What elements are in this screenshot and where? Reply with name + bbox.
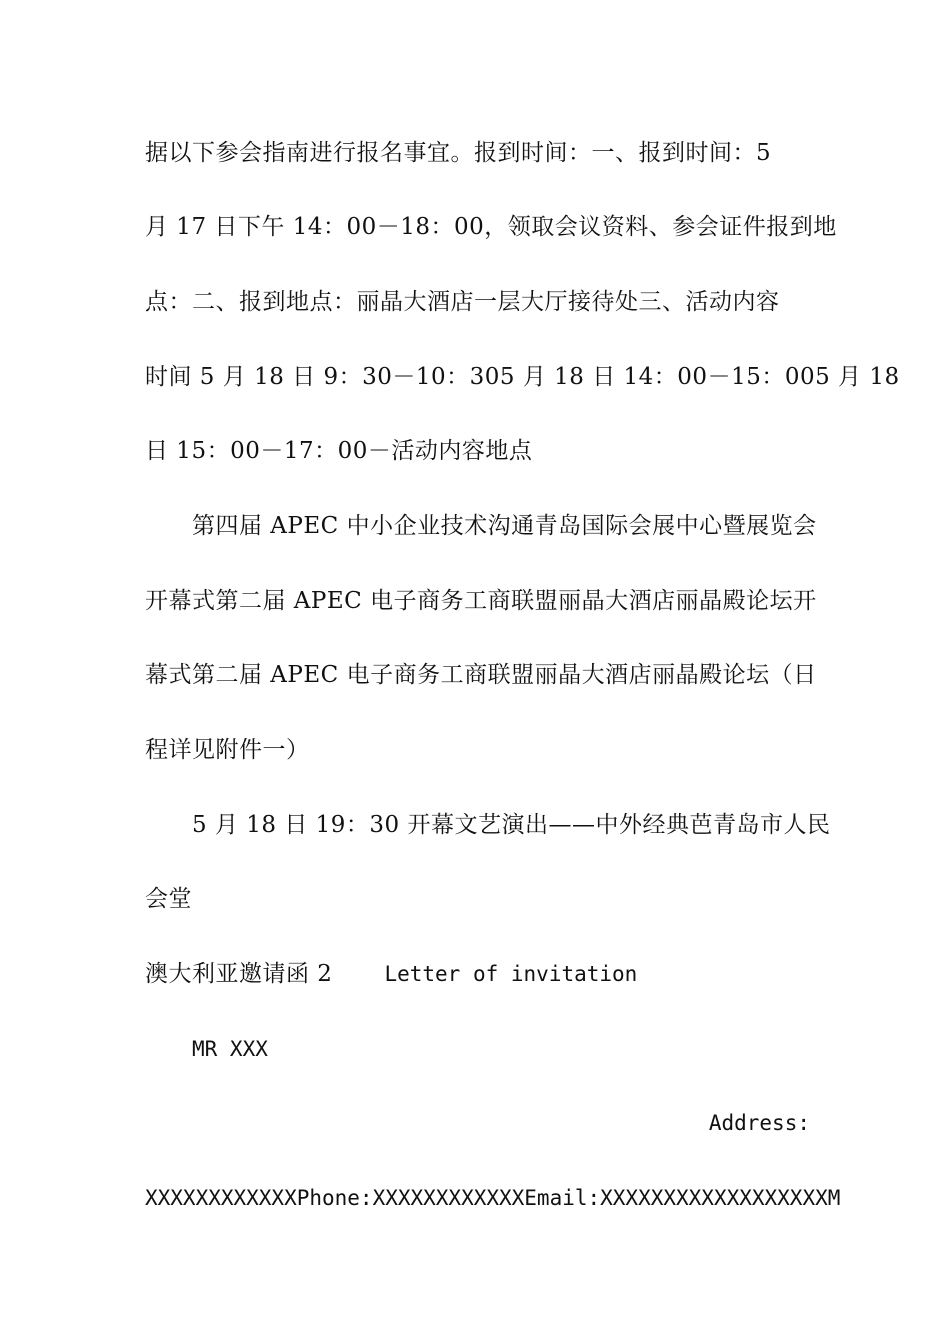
body-line-9: 程详见附件一） — [145, 737, 310, 763]
contact-line: XXXXXXXXXXXXPhone:XXXXXXXXXXXXEmail:XXXXXXXXXXXXXXXXXXM — [145, 1186, 841, 1210]
body-line-1: 据以下参会指南进行报名事宜。报到时间：一、报到时间：5 — [145, 140, 772, 166]
body-line-3: 点：二、报到地点：丽晶大酒店一层大厅接待处三、活动内容 — [145, 289, 780, 315]
letter-title: Letter of invitation — [384, 962, 638, 986]
letter-heading: 澳大利亚邀请函 2 — [145, 961, 333, 987]
body-line-7: 开幕式第二届 APEC 电子商务工商联盟丽晶大酒店丽晶殿论坛开 — [145, 588, 817, 614]
body-line-5: 日 15：00－17：00－活动内容地点 — [145, 438, 533, 464]
recipient: MR XXX — [192, 1037, 268, 1061]
body-line-4: 时间 5 月 18 日 9：30－10：305 月 18 日 14：00－15：005 月 18 — [145, 364, 900, 390]
body-line-10: 5 月 18 日 19：30 开幕文艺演出——中外经典芭青岛市人民 — [192, 812, 831, 838]
address-label: Address: — [708, 1111, 810, 1135]
body-line-6: 第四届 APEC 中小企业技术沟通青岛国际会展中心暨展览会 — [192, 513, 817, 539]
body-line-8: 幕式第二届 APEC 电子商务工商联盟丽晶大酒店丽晶殿论坛（日 — [145, 662, 817, 688]
body-line-11: 会堂 — [145, 886, 192, 912]
letter-heading-line — [145, 959, 810, 989]
body-line-2: 月 17 日下午 14：00－18：00，领取会议资料、参会证件报到地 — [145, 214, 837, 240]
